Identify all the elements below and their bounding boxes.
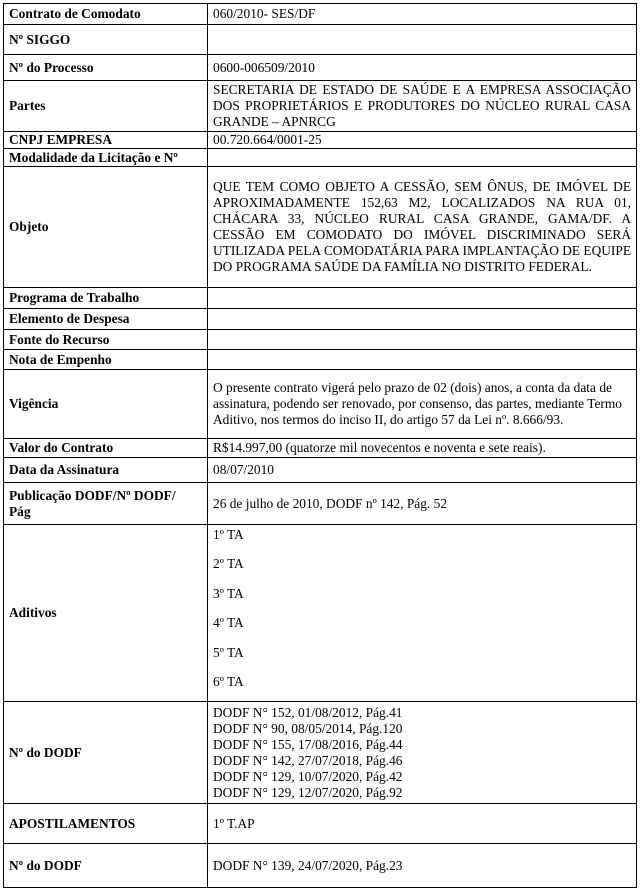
label-elemento: Elemento de Despesa [4, 309, 208, 330]
dodf-item: DODF N° 142, 27/07/2018, Pág.46 [213, 752, 403, 768]
row-cnpj [4, 132, 637, 149]
row-fonte [4, 330, 637, 350]
value-fonte [208, 330, 637, 350]
row-objeto [4, 167, 637, 288]
value-programa [208, 288, 637, 309]
row-programa [4, 288, 637, 309]
row-dodf2 [4, 844, 637, 888]
label-contrato: Contrato de Comodato [4, 4, 208, 25]
value-aditivos-list [208, 525, 637, 702]
row-data [4, 458, 637, 483]
row-publicacao [4, 483, 637, 525]
aditivo-item: 3º TA [213, 585, 244, 601]
value-valor: R$14.997,00 (quatorze mil novecentos e noventa e sete reais). [208, 439, 637, 458]
label-cnpj: CNPJ EMPRESA [4, 132, 208, 149]
aditivo-item: 5º TA [213, 644, 244, 660]
dodf-item: DODF N° 129, 12/07/2020, Pág.92 [213, 784, 403, 800]
value-publicacao: 26 de julho de 2010, DODF nº 142, Pág. 52 [208, 483, 637, 525]
row-partes [4, 81, 637, 132]
label-processo: Nº do Processo [4, 55, 208, 81]
dodf-item: DODF N° 152, 01/08/2012, Pág.41 [213, 704, 403, 720]
aditivo-item: 2º TA [213, 556, 244, 572]
aditivo-item: 4º TA [213, 615, 244, 631]
value-nota [208, 350, 637, 370]
dodf-item: DODF N° 129, 10/07/2020, Pág.42 [213, 768, 403, 784]
value-partes: SECRETARIA DE ESTADO DE SAÚDE E A EMPRESA ASSOCIAÇÃO DOS PROPRIETÁRIOS E PRODUTORES DO NÚCLEO RURAL CASA GRANDE – APNRCG [213, 82, 631, 129]
value-processo: 0600-006509/2010 [208, 55, 637, 81]
value-cnpj: 00.720.664/0001-25 [208, 132, 637, 149]
value-vigencia: O presente contrato vigerá pelo prazo de 02 (dois) anos, a conta da data de assinatura, podendo ser renovado, por consenso, das partes, mediante Termo Aditivo, nos termos do inciso II, do artigo 57 da Lei nº. 8.666/93. [213, 380, 622, 427]
row-vigencia [4, 370, 637, 439]
value-objeto: QUE TEM COMO OBJETO A CESSÃO, SEM ÔNUS, DE IMÓVEL DE APROXIMADAMENTE 152,63 M2, LOCALIZADOS NA RUA 01, CHÁCARA 33, NÚCLEO RURAL CASA GRANDE, GAMA/DF. A CESSÃO EM COMODATO DO IMÓVEL DISCRIMINADO SERÁ UTILIZADA PELA COMODATÁRIA PARA IMPLANTAÇÃO DE EQUIPE DO PROGRAMA SAÚDE DA FAMÍLIA NO DISTRITO FEDERAL. [213, 179, 632, 274]
label-aditivos: Aditivos [4, 525, 208, 702]
value-partes-cell [208, 81, 637, 132]
label-objeto: Objeto [4, 167, 208, 288]
label-vigencia: Vigência [4, 370, 208, 439]
row-dodf [4, 702, 637, 804]
label-dodf: Nº do DODF [4, 702, 208, 804]
aditivo-item: 1º TA [213, 527, 244, 542]
label-publicacao-line2: Pág [9, 503, 31, 519]
row-valor [4, 439, 637, 458]
value-elemento [208, 309, 637, 330]
value-vigencia-cell [208, 370, 637, 439]
dodf-item: DODF N° 90, 08/05/2014, Pág.120 [213, 720, 403, 736]
label-partes: Partes [4, 81, 208, 132]
row-nota [4, 350, 637, 370]
value-siggo [208, 25, 637, 55]
label-publicacao-line1: Publicação DODF/Nº DODF/ [9, 487, 176, 503]
label-apostilamentos: APOSTILAMENTOS [4, 804, 208, 844]
value-dodf2: DODF N° 139, 24/07/2020, Pág.23 [208, 844, 637, 888]
row-modalidade [4, 149, 637, 167]
row-processo [4, 55, 637, 81]
label-fonte: Fonte do Recurso [4, 330, 208, 350]
row-elemento [4, 309, 637, 330]
row-siggo [4, 25, 637, 55]
value-objeto-cell [208, 167, 637, 288]
label-modalidade: Modalidade da Licitação e Nº [4, 149, 208, 167]
dodf-item: DODF N° 155, 17/08/2016, Pág.44 [213, 736, 403, 752]
label-siggo: Nº SIGGO [4, 25, 208, 55]
label-valor: Valor do Contrato [4, 439, 208, 458]
aditivo-item: 6º TA [213, 673, 244, 689]
label-nota: Nota de Empenho [4, 350, 208, 370]
label-programa: Programa de Trabalho [4, 288, 208, 309]
label-dodf2: Nº do DODF [4, 844, 208, 888]
value-apostilamentos: 1º T.AP [208, 804, 637, 844]
label-publicacao-cell [4, 483, 208, 525]
row-apostilamentos [4, 804, 637, 844]
row-contrato [4, 4, 637, 25]
row-aditivos [4, 525, 637, 702]
value-modalidade [208, 149, 637, 167]
value-contrato: 060/2010- SES/DF [208, 4, 637, 25]
label-data: Data da Assinatura [4, 458, 208, 483]
contract-table [3, 3, 637, 888]
value-dodf-list [208, 702, 637, 804]
value-data: 08/07/2010 [208, 458, 637, 483]
